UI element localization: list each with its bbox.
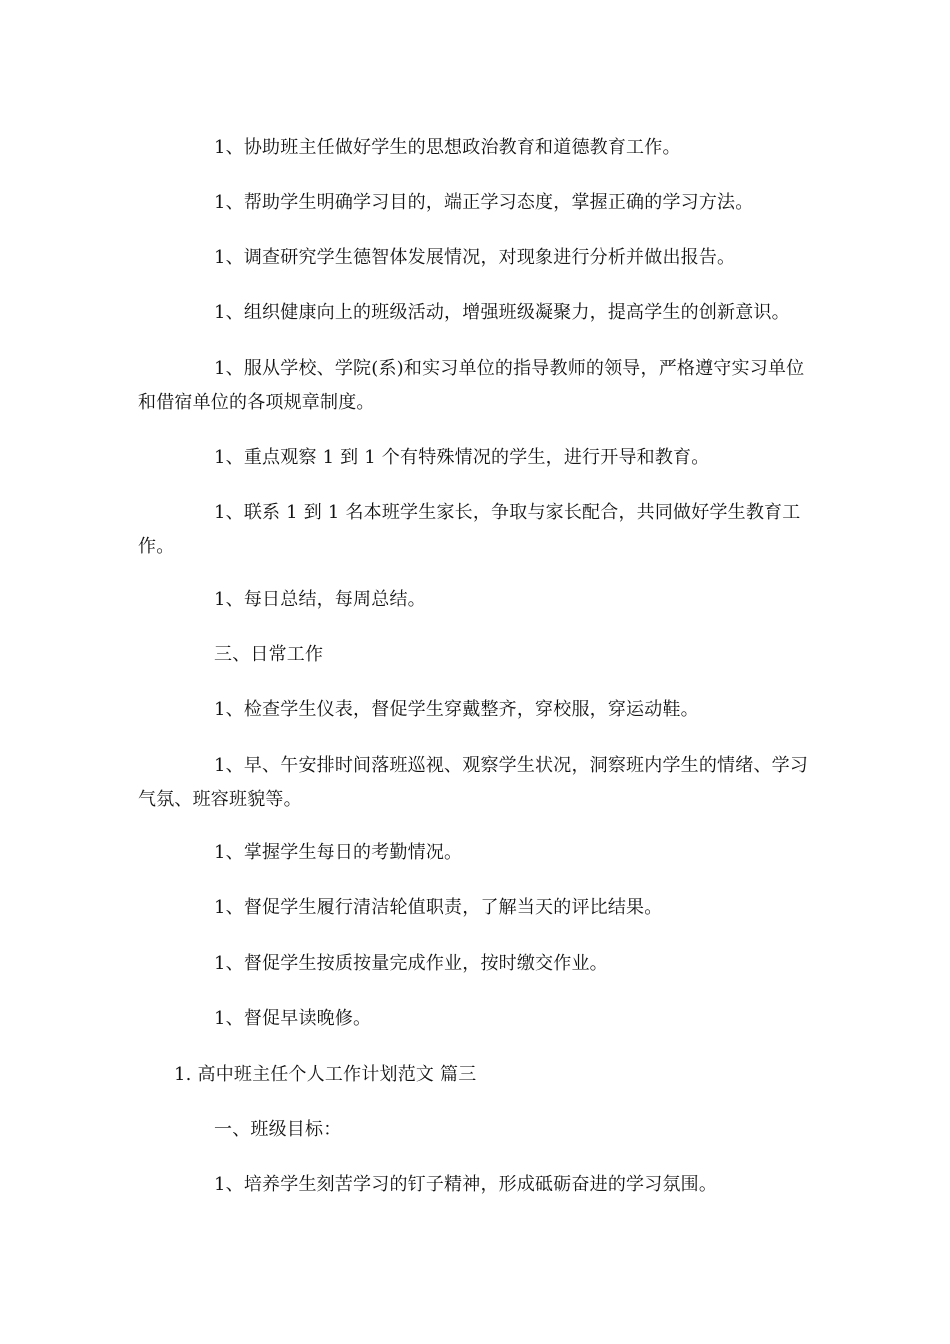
paragraph-5: 1、服从学校、学院(系)和实习单位的指导教师的领导，严格遵守实习单位和借宿单位的各项规章制度。	[138, 358, 805, 413]
paragraph-10: 1、早、午安排时间落班巡视、观察学生状况，洞察班内学生的情绪、学习气氛、班容班貌等。	[138, 755, 809, 810]
section-title-daily-work: 三、日常工作	[214, 644, 324, 665]
paragraph-12: 1、督促学生履行清洁轮值职责，了解当天的评比结果。	[214, 897, 663, 918]
paragraph-8: 1、每日总结，每周总结。	[214, 589, 426, 610]
paragraph-13: 1、督促学生按质按量完成作业，按时缴交作业。	[214, 953, 608, 974]
paragraph-6: 1、重点观察 1 到 1 个有特殊情况的学生，进行开导和教育。	[214, 447, 710, 468]
paragraph-2: 1、帮助学生明确学习目的，端正学习态度，掌握正确的学习方法。	[214, 192, 754, 213]
paragraph-1: 1、协助班主任做好学生的思想政治教育和道德教育工作。	[214, 137, 681, 158]
paragraph-15: 1、培养学生刻苦学习的钉子精神，形成砥砺奋进的学习氛围。	[214, 1174, 718, 1195]
paragraph-3: 1、调查研究学生德智体发展情况，对现象进行分析并做出报告。	[214, 247, 736, 268]
class-goal-title: 一、班级目标：	[214, 1119, 342, 1140]
section-heading: 1. 高中班主任个人工作计划范文 篇三	[174, 1064, 477, 1085]
paragraph-7: 1、联系 1 到 1 名本班学生家长，争取与家长配合，共同做好学生教育工作。	[138, 502, 801, 557]
paragraph-4: 1、组织健康向上的班级活动，增强班级凝聚力，提高学生的创新意识。	[214, 302, 790, 323]
paragraph-9: 1、检查学生仪表，督促学生穿戴整齐，穿校服，穿运动鞋。	[214, 699, 699, 720]
paragraph-11: 1、掌握学生每日的考勤情况。	[214, 842, 463, 863]
paragraph-14: 1、督促早读晚修。	[214, 1008, 372, 1029]
